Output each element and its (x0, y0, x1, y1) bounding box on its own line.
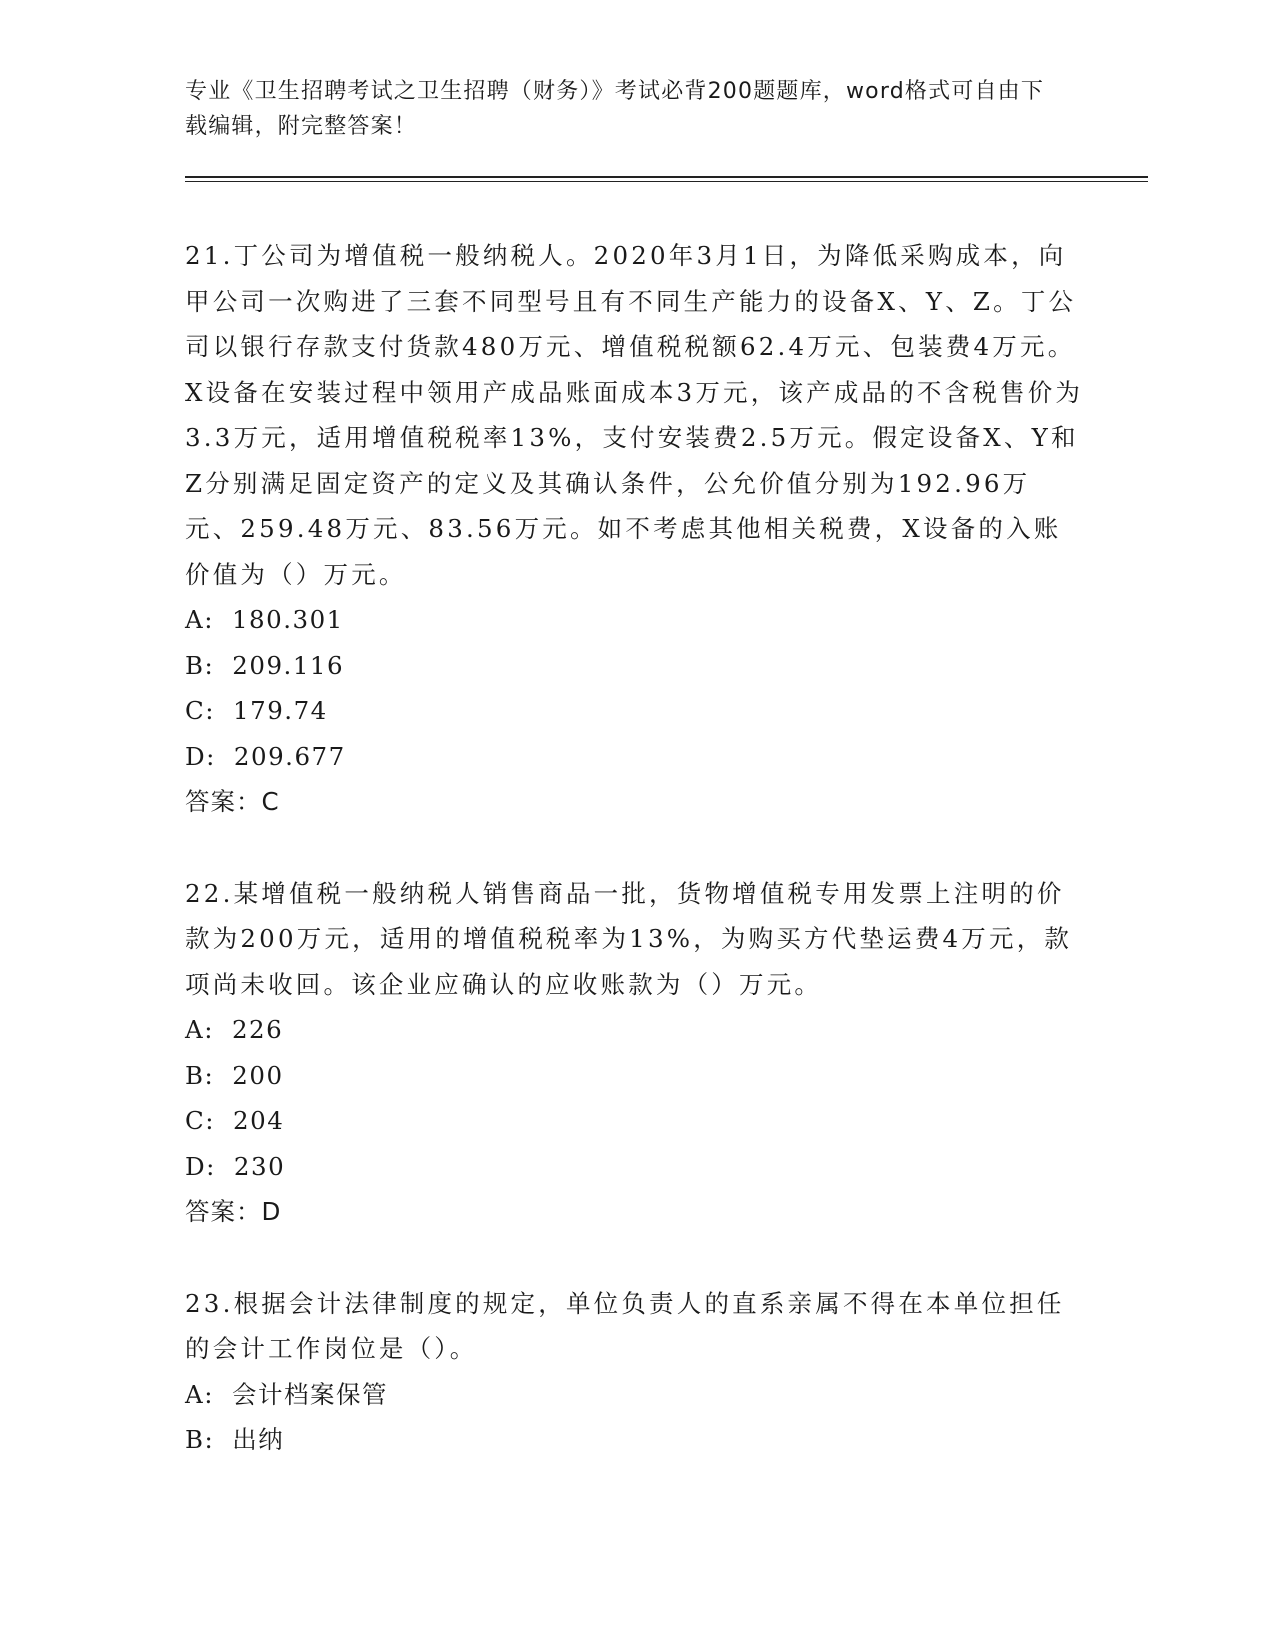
question-21 (185, 233, 1085, 825)
option-value: 200 (232, 1060, 284, 1090)
option-b (185, 1417, 1085, 1463)
question-23 (185, 1281, 1085, 1463)
header-divider (185, 176, 1148, 178)
option-c (185, 688, 1085, 734)
option-key: B: (185, 1425, 215, 1454)
option-a (185, 1372, 1085, 1418)
option-value: 209.677 (233, 741, 346, 771)
option-a (185, 1007, 1085, 1053)
option-key: B: (185, 1060, 215, 1090)
option-value: 出纳 (232, 1425, 285, 1454)
question-22 (185, 871, 1085, 1235)
option-key: C: (185, 1106, 216, 1135)
option-key: A: (185, 605, 214, 634)
document-header: 专业《卫生招聘考试之卫生招聘（财务）》考试必背200题题库，word格式可自由下载编辑，附完整答案！ (185, 79, 1045, 139)
option-d (185, 1144, 1085, 1190)
question-text: 22.某增值税一般纳税人销售商品一批，货物增值税专用发票上注明的价款为200万元，适用的增值税税率为13%，为购买方代垫运费4万元，款项尚未收回。该企业应确认的应收账款为（）万元。 (185, 878, 1073, 999)
question-text: 21.丁公司为增值税一般纳税人。2020年3月1日，为降低采购成本，向甲公司一次购进了三套不同型号且有不同生产能力的设备X、Y、Z。丁公司以银行存款支付货款480万元、增值税税额62.4万元、包装费4万元。X设备在安装过程中领用产成品账面成本3万元，该产成品的不含税售价为3.3万元，适用增值税税率13%，支付安装费2.5万元。假定设备X、Y和Z分别满足固定资产的定义及其确认条件，公允价值分别为192.96万元、259.48万元、83.56万元。如不考虑其他相关税费，X设备的入账价值为（）万元。 (185, 241, 1084, 589)
header-divider-thin (185, 181, 1148, 182)
option-c (185, 1098, 1085, 1144)
option-key: A: (185, 1015, 214, 1044)
option-value: 180.301 (231, 605, 344, 634)
answer-line: 答案：D (185, 1197, 282, 1226)
question-text: 23.根据会计法律制度的规定，单位负责人的直系亲属不得在本单位担任的会计工作岗位是（）。 (185, 1288, 1065, 1363)
option-value: 230 (233, 1151, 286, 1181)
option-value: 会计档案保管 (231, 1379, 388, 1409)
option-value: 209.116 (232, 650, 345, 680)
option-value: 179.74 (233, 696, 328, 725)
option-a (185, 597, 1085, 643)
option-d (185, 734, 1085, 780)
option-key: C: (185, 696, 216, 725)
option-key: B: (185, 650, 215, 680)
option-key: D: (185, 741, 216, 771)
option-b (185, 1053, 1085, 1099)
option-b (185, 643, 1085, 689)
option-key: A: (185, 1379, 214, 1409)
option-value: 204 (233, 1106, 285, 1135)
question-list (185, 233, 1085, 1509)
option-key: D: (185, 1151, 216, 1181)
option-value: 226 (231, 1015, 284, 1044)
answer-line: 答案：C (185, 787, 280, 816)
